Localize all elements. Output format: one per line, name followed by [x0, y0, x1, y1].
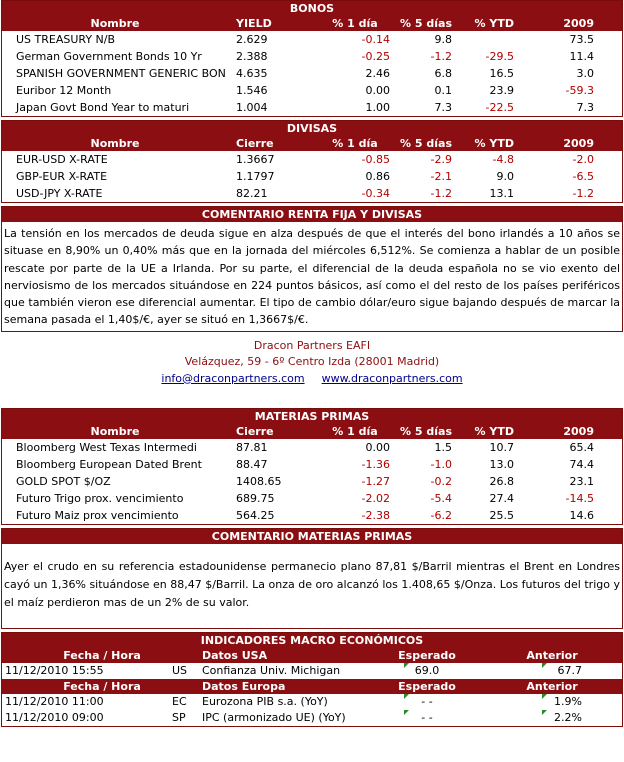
col-fecha: Fecha / Hora [63, 648, 141, 662]
row-name: Bloomberg West Texas Intermedi [16, 440, 197, 454]
col-1dia: % 1 día [332, 137, 378, 150]
row-value: -1.27 [361, 474, 390, 488]
comment-marker-icon [542, 694, 547, 699]
macro-row [2, 694, 622, 710]
comment-marker-icon [404, 710, 409, 715]
row-name: Futuro Maiz prox vencimiento [16, 508, 179, 522]
comentario-mp-panel [1, 528, 623, 629]
row-value: 1.00 [365, 101, 390, 114]
row-value: -2.9 [430, 153, 452, 166]
row-name: Futuro Trigo prox. vencimiento [16, 491, 184, 505]
row-value: 23.9 [489, 84, 514, 97]
col-esperado: Esperado [398, 648, 456, 662]
materias-panel [1, 408, 623, 525]
macro-esperado: - - [421, 710, 433, 724]
comentario-rf-panel [1, 206, 623, 332]
row-value: 27.4 [489, 491, 514, 505]
row-value: 6.8 [434, 67, 452, 80]
macro-dato: Eurozona PIB s.a. (YoY) [202, 694, 328, 708]
comentario-mp-title: COMENTARIO MATERIAS PRIMAS [2, 529, 622, 544]
col-esperado: Esperado [398, 679, 456, 693]
row-value: 7.3 [576, 101, 594, 114]
col-cierre: Cierre [236, 137, 274, 150]
row-name: Bloomberg European Dated Brent [16, 457, 202, 471]
row-name: GOLD SPOT $/OZ [16, 474, 111, 488]
row-value: 9.0 [496, 170, 514, 183]
row-value: 2.629 [236, 33, 268, 46]
macro-anterior: 67.7 [557, 663, 582, 677]
table-row [2, 48, 622, 65]
row-value: 4.635 [236, 67, 268, 80]
row-value: 10.7 [489, 440, 514, 454]
row-value: -1.2 [430, 187, 452, 200]
row-value: -1.0 [430, 457, 452, 471]
col-ytd: % YTD [474, 17, 514, 30]
row-name: Euribor 12 Month [16, 84, 112, 97]
col-anterior: Anterior [526, 648, 578, 662]
materias-title: MATERIAS PRIMAS [2, 409, 622, 424]
row-value: 1.3667 [236, 153, 275, 166]
comment-marker-icon [542, 710, 547, 715]
row-name: USD-JPY X-RATE [16, 187, 103, 200]
row-value: 7.3 [434, 101, 452, 114]
email-link[interactable]: info@draconpartners.com [161, 371, 305, 385]
row-value: 11.4 [569, 50, 594, 63]
macro-esperado: 69.0 [414, 663, 440, 677]
macro-pais: EC [172, 694, 187, 708]
macro-panel [1, 632, 623, 727]
row-value: 2.46 [365, 67, 390, 80]
row-value: 9.8 [434, 33, 452, 46]
col-2009: 2009 [563, 424, 594, 438]
row-value: 23.1 [569, 474, 594, 488]
macro-dato: IPC (armonizado UE) (YoY) [202, 710, 346, 724]
row-value: 564.25 [236, 508, 275, 522]
row-value: -1.2 [572, 187, 594, 200]
macro-anterior: 1.9% [554, 694, 582, 708]
row-value: -2.38 [361, 508, 390, 522]
table-row [2, 151, 622, 168]
table-row [2, 168, 622, 185]
row-value: -1.36 [361, 457, 390, 471]
row-value: -0.2 [430, 474, 452, 488]
row-value: 0.00 [365, 84, 390, 97]
comentario-rf-title: COMENTARIO RENTA FIJA Y DIVISAS [2, 207, 622, 222]
col-ytd: % YTD [474, 137, 514, 150]
row-value: 25.5 [489, 508, 514, 522]
signature-block [0, 335, 624, 407]
row-value: 16.5 [489, 67, 514, 80]
row-value [452, 31, 514, 48]
web-link[interactable]: www.draconpartners.com [321, 371, 463, 385]
row-value: -0.34 [361, 187, 390, 200]
divisas-title: DIVISAS [2, 121, 622, 136]
row-name: US TREASURY N/B [16, 33, 116, 46]
row-value: 14.6 [569, 508, 594, 522]
row-value: 1.5 [434, 440, 452, 454]
row-name: GBP-EUR X-RATE [16, 170, 108, 183]
table-row [2, 490, 622, 507]
col-2009: 2009 [563, 137, 594, 150]
row-value: -0.14 [361, 33, 390, 46]
comment-marker-icon [404, 663, 409, 668]
row-value: -5.4 [430, 491, 452, 505]
comment-marker-icon [404, 694, 409, 699]
col-cierre: Cierre [236, 424, 274, 438]
macro-pais: US [172, 663, 188, 677]
divisas-panel [1, 120, 623, 203]
col-yield: YIELD [236, 17, 272, 30]
col-nombre: Nombre [90, 137, 140, 150]
col-2009: 2009 [563, 17, 594, 30]
row-value: -4.8 [492, 153, 514, 166]
col-datos-europa: Datos Europa [202, 679, 286, 693]
col-anterior: Anterior [526, 679, 578, 693]
col-5dias: % 5 días [400, 424, 452, 438]
row-value: -6.2 [430, 508, 452, 522]
row-value: -2.1 [430, 170, 452, 183]
row-value: 82.21 [236, 187, 268, 200]
bonos-header [2, 16, 622, 31]
macro-fecha: 11/12/2010 15:55 [5, 663, 104, 677]
bonos-panel [1, 0, 623, 117]
col-1dia: % 1 día [332, 17, 378, 30]
row-value: 2.388 [236, 50, 268, 63]
macro-usa-header [2, 648, 622, 663]
macro-dato: Confianza Univ. Michigan [202, 663, 341, 677]
macro-pais: SP [172, 710, 186, 724]
row-value: 689.75 [236, 491, 275, 505]
row-value: 1.546 [236, 84, 268, 97]
macro-row [2, 663, 622, 679]
comentario-rf-text: La tensión en los mercados de deuda sigue en alza después de que el interés del bono irlandés a 10 años se situase en 8,90% un 0,40% más que en la jornada del miércoles 6,512%. Se comienza a hablar de un posible rescate por parte de la UE a Irlanda. Por su parte, el diferencial de la deuda española no se vio exento del nerviosismo de los mercados situándose en 224 puntos básicos, así como el del resto de los países periféricos que también vieron ese diferencial aumentar. El tipo de cambio dólar/euro sigue bajando después de marcar la semana pasada el 1,40$/€, ayer se situó en 1,3667$/€. [4, 227, 620, 327]
macro-anterior: 2.2% [554, 710, 582, 724]
col-nombre: Nombre [90, 17, 140, 30]
materias-header [2, 424, 622, 439]
company-address: Velázquez, 59 - 6º Centro Izda (28001 Madrid) [184, 355, 440, 369]
row-value: -59.3 [565, 84, 594, 97]
col-5dias: % 5 días [400, 17, 452, 30]
table-row [2, 185, 622, 202]
row-value: 1.1797 [236, 170, 275, 183]
row-value: 73.5 [569, 33, 594, 46]
macro-fecha: 11/12/2010 11:00 [5, 694, 104, 708]
row-value: 1.004 [236, 101, 268, 114]
row-value: 65.4 [569, 440, 594, 454]
table-row [2, 456, 622, 473]
row-value: 0.1 [434, 84, 452, 97]
row-value: 26.8 [489, 474, 514, 488]
macro-esperado: - - [421, 694, 433, 708]
macro-eu-header [2, 679, 622, 694]
table-row [2, 99, 622, 116]
col-datos-usa: Datos USA [202, 648, 268, 662]
row-value: 13.1 [489, 187, 514, 200]
col-5dias: % 5 días [400, 137, 452, 150]
table-row [2, 65, 622, 82]
row-name: German Government Bonds 10 Yr [16, 50, 202, 63]
col-nombre: Nombre [90, 424, 140, 438]
row-value: 3.0 [576, 67, 594, 80]
row-value: 0.86 [365, 170, 390, 183]
row-value: -6.5 [572, 170, 594, 183]
divisas-header [2, 136, 622, 151]
table-row [2, 473, 622, 490]
col-fecha: Fecha / Hora [63, 679, 141, 693]
row-value: -14.5 [565, 491, 594, 505]
macro-row [2, 710, 622, 726]
macro-title: INDICADORES MACRO ECONÓMICOS [2, 633, 622, 648]
row-value: -29.5 [485, 50, 514, 63]
row-name: Japan Govt Bond Year to maturi [16, 101, 190, 114]
row-value: -22.5 [485, 101, 514, 114]
row-value: -0.25 [361, 50, 390, 63]
bonos-title: BONOS [2, 1, 622, 16]
table-row [2, 507, 622, 524]
row-value: 13.0 [489, 457, 514, 471]
table-row [2, 439, 622, 456]
col-1dia: % 1 día [332, 424, 378, 438]
col-ytd: % YTD [474, 424, 514, 438]
row-value: 87.81 [236, 440, 268, 454]
table-row [2, 82, 622, 99]
row-value: -1.2 [430, 50, 452, 63]
row-value: -2.0 [572, 153, 594, 166]
company-name: Dracon Partners EAFI [253, 338, 371, 352]
row-value: -2.02 [361, 491, 390, 505]
row-value: 74.4 [569, 457, 594, 471]
comment-marker-icon [542, 663, 547, 668]
row-value: -0.85 [361, 153, 390, 166]
table-row [2, 31, 622, 48]
row-name: EUR-USD X-RATE [16, 153, 108, 166]
row-value: 1408.65 [236, 474, 282, 488]
comentario-mp-text: Ayer el crudo en su referencia estadounidense permanecio plano 87,81 $/Barril mientras el Brent en Londres cayó un 1,36% situándose en 88,47 $/Barril. La onza de oro alcanzó los 1.408,65 $/Onza. Los futuros del trigo y el maíz perdieron mas de un 2% de su valor. [4, 559, 620, 609]
row-value: 88.47 [236, 457, 268, 471]
row-value: 0.00 [365, 440, 390, 454]
macro-fecha: 11/12/2010 09:00 [5, 710, 104, 724]
row-name: SPANISH GOVERNMENT GENERIC BON [16, 67, 226, 80]
